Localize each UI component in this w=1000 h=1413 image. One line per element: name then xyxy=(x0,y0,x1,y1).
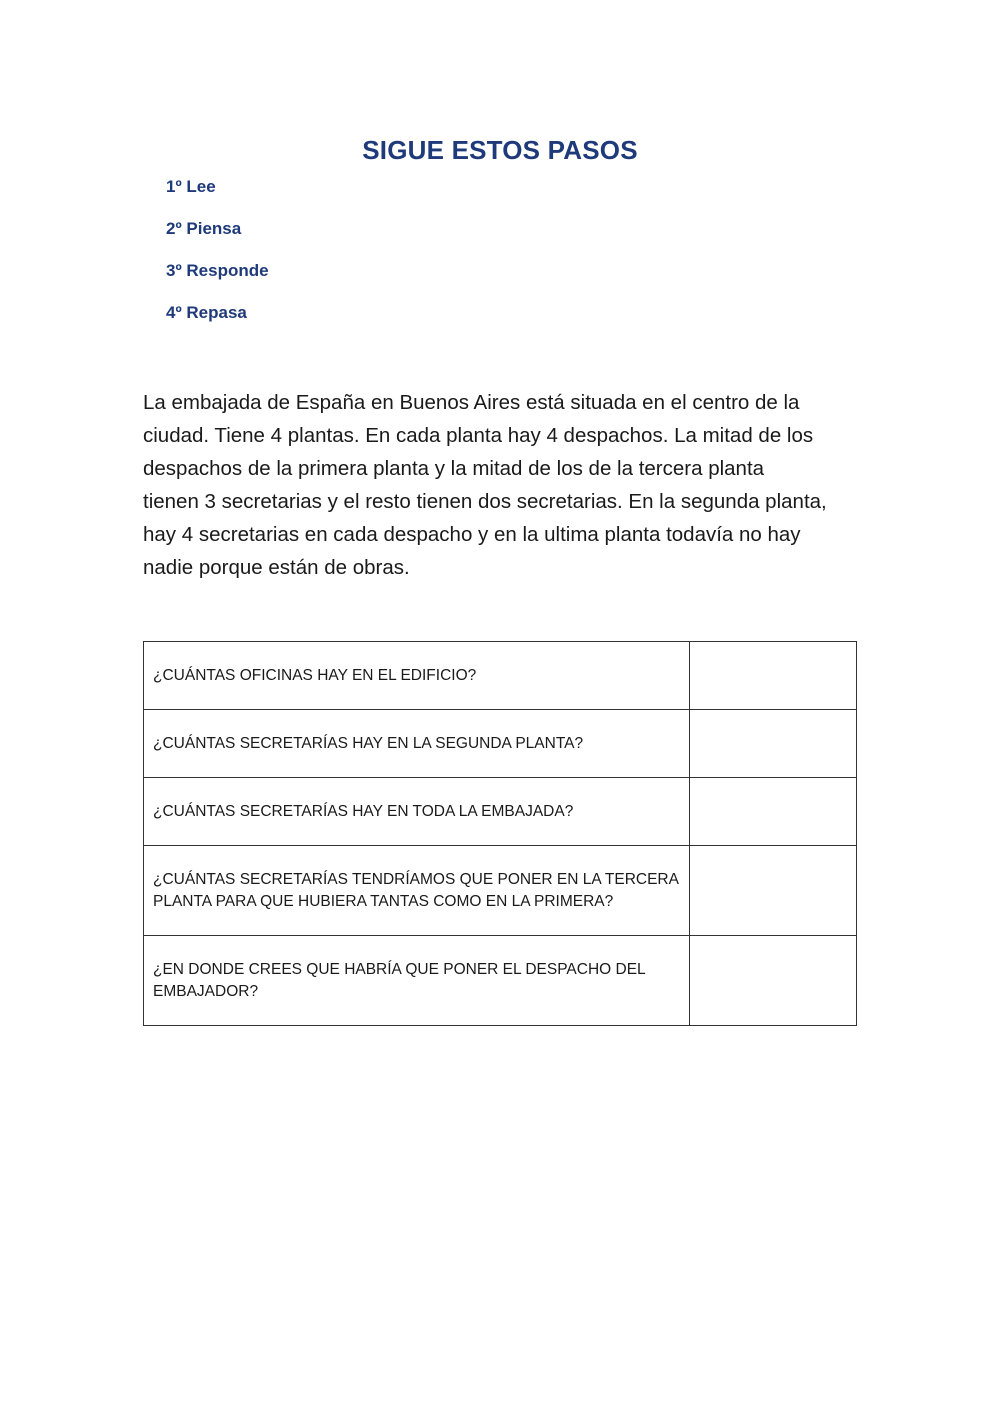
paragraph-line: ciudad. Tiene 4 plantas. En cada planta hay 4 despachos. La mitad de los xyxy=(143,424,814,447)
steps-list xyxy=(166,176,269,344)
question-cell xyxy=(144,778,690,846)
question-cell xyxy=(144,642,690,710)
step-item: 2º Piensa xyxy=(166,219,242,238)
questions-table xyxy=(143,641,857,1026)
question-cell xyxy=(144,710,690,778)
answer-cell[interactable] xyxy=(690,710,857,778)
paragraph-line: hay 4 secretarias en cada despacho y en la ultima planta todavía no hay xyxy=(143,523,801,546)
question-text: ¿EN DONDE CREES QUE HABRÍA QUE PONER EL DESPACHO DEL xyxy=(153,960,646,978)
step-item: 3º Responde xyxy=(166,261,269,280)
question-text: ¿CUÁNTAS SECRETARÍAS HAY EN LA SEGUNDA PLANTA? xyxy=(153,734,584,752)
paragraph-line: despachos de la primera planta y la mitad de los de la tercera planta xyxy=(143,457,765,480)
question-text: ¿CUÁNTAS OFICINAS HAY EN EL EDIFICIO? xyxy=(153,666,477,684)
question-row xyxy=(144,846,857,936)
question-row xyxy=(144,936,857,1026)
question-text: ¿CUÁNTAS SECRETARÍAS HAY EN TODA LA EMBAJADA? xyxy=(153,802,574,820)
answer-cell[interactable] xyxy=(690,846,857,936)
step-item: 4º Repasa xyxy=(166,303,247,322)
answer-cell[interactable] xyxy=(690,642,857,710)
question-row xyxy=(144,710,857,778)
answer-cell[interactable] xyxy=(690,778,857,846)
question-row xyxy=(144,778,857,846)
paragraph-line: tienen 3 secretarias y el resto tienen dos secretarias. En la segunda planta, xyxy=(143,490,827,513)
problem-statement xyxy=(143,386,863,584)
question-cell xyxy=(144,846,690,936)
step-item: 1º Lee xyxy=(166,177,216,196)
question-row xyxy=(144,642,857,710)
question-text: ¿CUÁNTAS SECRETARÍAS TENDRÍAMOS QUE PONER EN LA TERCERA xyxy=(153,870,679,888)
paragraph-line: nadie porque están de obras. xyxy=(143,556,410,579)
page-title: SIGUE ESTOS PASOS xyxy=(362,135,638,166)
paragraph-line: La embajada de España en Buenos Aires está situada en el centro de la xyxy=(143,391,800,414)
question-cell xyxy=(144,936,690,1026)
answer-cell[interactable] xyxy=(690,936,857,1026)
question-text: PLANTA PARA QUE HUBIERA TANTAS COMO EN LA PRIMERA? xyxy=(153,892,614,910)
question-text: EMBAJADOR? xyxy=(153,982,259,1000)
